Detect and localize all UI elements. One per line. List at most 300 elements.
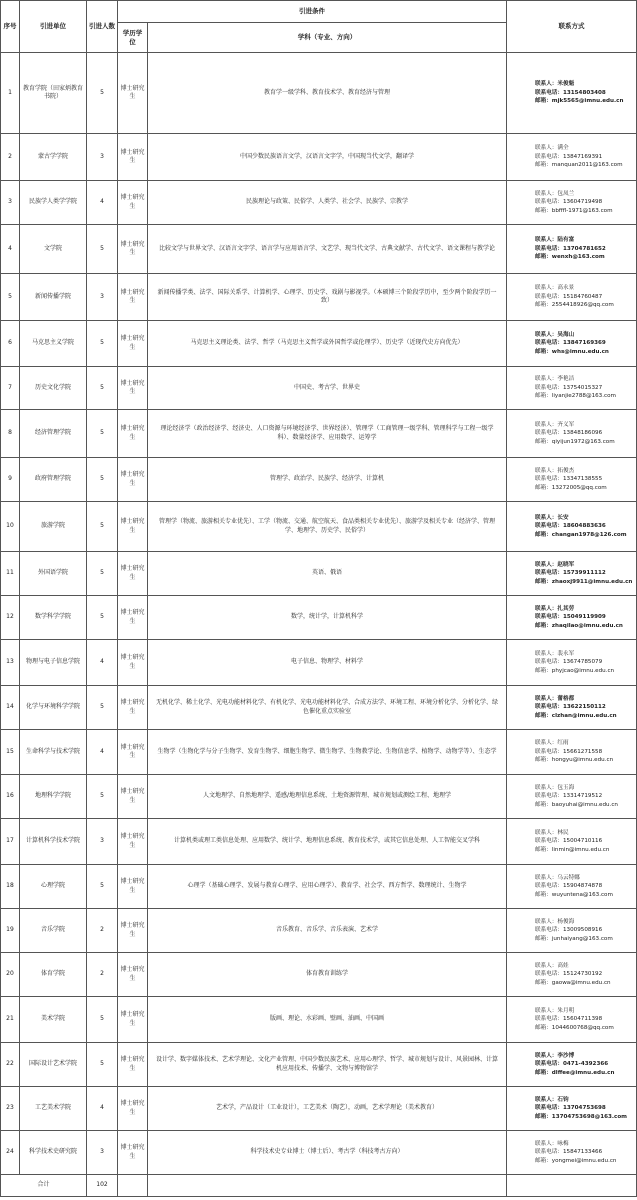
row-seq: 12 [1, 596, 20, 640]
contact-person-value: 石钧 [557, 1096, 569, 1103]
header-row-1 [1, 1, 637, 23]
contact-person [535, 375, 634, 384]
contact-person-value: 赵晓军 [557, 561, 575, 568]
contact-person-label: 联系人： [535, 918, 558, 925]
row-subject: 心理学（基础心理学、发展与教育心理学、应用心理学）、教育学、社会学、西方哲学、数理统计、生物学 [148, 865, 507, 909]
contact-person [535, 695, 634, 704]
contact-person [535, 561, 634, 570]
contact-email [535, 801, 634, 810]
contact-person-label: 联系人： [535, 514, 558, 521]
contact-email [535, 712, 634, 721]
contact-phone-value: 15739911112 [562, 570, 606, 577]
contact-phone-value: 13009508916 [562, 927, 603, 934]
row-count: 5 [87, 321, 118, 367]
row-count: 5 [87, 1043, 118, 1087]
contact-email-value: hongyu@imnu.edu.cn [551, 757, 614, 764]
row-seq: 10 [1, 502, 20, 552]
contact-person-label: 联系人： [535, 874, 558, 881]
table-row [1, 552, 637, 596]
row-count: 5 [87, 552, 118, 596]
contact-email-value: yongmei@imnu.edu.cn [551, 1157, 617, 1164]
row-seq: 13 [1, 640, 20, 686]
contact-person-value: 拓俊杰 [557, 467, 575, 474]
contact-phone-value: 13674785079 [562, 659, 603, 666]
contact-phone-value: 13704753698 [562, 1105, 606, 1112]
contact-phone [535, 384, 634, 393]
contact-phone-label: 联系电话： [535, 793, 563, 800]
row-subject: 科学技术史专业博士（博士后）、考古学（科技考古方向） [148, 1131, 507, 1175]
contact-email-label: 邮箱： [535, 891, 552, 898]
contact-person [535, 962, 634, 971]
row-count: 2 [87, 909, 118, 953]
row-contact [507, 953, 637, 997]
contact-phone-value: 0471-4392366 [562, 1061, 609, 1068]
contact-phone-value: 13704781652 [562, 245, 606, 252]
table-row [1, 865, 637, 909]
contact-person [535, 1007, 634, 1016]
contact-phone [535, 522, 634, 531]
contact-phone [535, 245, 634, 254]
contact-person-label: 联系人： [535, 1052, 558, 1059]
table-row [1, 1131, 637, 1175]
contact-phone-label: 联系电话： [535, 476, 563, 483]
row-unit: 心理学院 [20, 865, 87, 909]
contact-phone [535, 882, 634, 891]
contact-person-label: 联系人： [535, 467, 558, 474]
contact-email-label: 邮箱： [535, 622, 552, 629]
row-contact [507, 410, 637, 458]
contact-phone-label: 联系电话： [535, 971, 563, 978]
row-unit: 马克思主义学院 [20, 321, 87, 367]
row-contact [507, 274, 637, 321]
contact-phone-value: 18604883636 [562, 523, 606, 530]
contact-email-label: 邮箱： [535, 935, 552, 942]
row-count: 5 [87, 367, 118, 410]
row-count: 5 [87, 53, 118, 134]
row-subject: 理论经济学（政治经济学、经济史、人口资源与环境经济学、世界经济）、管理学（工商管理一级学科、管理科学与工程一级学科）、数量经济学、应用数学、运筹学 [148, 410, 507, 458]
contact-person-label: 联系人： [535, 962, 558, 969]
row-degree: 博士研究生 [118, 134, 148, 181]
row-degree: 博士研究生 [118, 909, 148, 953]
row-unit: 生命科学与技术学院 [20, 730, 87, 775]
contact-person-value: 乌云特娜 [557, 874, 580, 881]
row-degree: 博士研究生 [118, 775, 148, 819]
contact-person-value: 高娃 [557, 962, 569, 969]
row-subject: 新闻传播学类、法学、国际关系学、计算机学、心理学、历史学、戏剧与影视学。（本硕博三个阶段学历中，至少两个阶段学历一致） [148, 274, 507, 321]
contact-phone [535, 1148, 634, 1157]
table-row [1, 819, 637, 865]
row-degree: 博士研究生 [118, 458, 148, 502]
contact-email-label: 邮箱： [535, 801, 552, 808]
contact-person [535, 739, 634, 748]
contact-email-label: 邮箱： [535, 531, 552, 538]
contact-phone [535, 1104, 634, 1113]
contact-phone-value: 13847169369 [562, 340, 606, 347]
contact-person-value: 米俊魁 [557, 81, 575, 88]
contact-email-label: 邮箱： [535, 393, 552, 400]
contact-person-value: 咏梅 [557, 1140, 569, 1147]
contact-phone-value: 13754015327 [562, 384, 603, 391]
contact-person-label: 联系人： [535, 421, 558, 428]
contact-phone [535, 748, 634, 757]
row-subject: 音乐教育、音乐学、音乐表演、艺术学 [148, 909, 507, 953]
contact-email-value: bbfffl-1971@163.com [551, 207, 613, 214]
contact-person [535, 331, 634, 340]
contact-phone-label: 联系电话： [535, 1105, 563, 1112]
contact-email [535, 438, 634, 447]
contact-person-value: 朱月明 [557, 1007, 575, 1014]
row-subject: 教育学一级学科、教育技术学、教育经济与管理 [148, 53, 507, 134]
contact-person [535, 918, 634, 927]
contact-person-value: 林民 [557, 829, 569, 836]
contact-person [535, 144, 634, 153]
row-degree: 博士研究生 [118, 181, 148, 225]
contact-email-value: manquan2011@163.com [551, 162, 623, 169]
contact-email-value: whs@imnu.edu.cn [551, 348, 609, 355]
contact-email-label: 邮箱： [535, 757, 552, 764]
table-body [1, 53, 637, 1175]
row-seq: 2 [1, 134, 20, 181]
row-seq: 23 [1, 1087, 20, 1131]
contact-phone [535, 293, 634, 302]
table-row [1, 502, 637, 552]
contact-phone [535, 658, 634, 667]
contact-person-label: 联系人： [535, 145, 558, 152]
contact-phone [535, 792, 634, 801]
table-row [1, 458, 637, 502]
header-subject: 学科（专业、方向） [148, 23, 507, 53]
row-degree: 博士研究生 [118, 730, 148, 775]
total-empty-contact [507, 1175, 637, 1197]
contact-email-value: 1044600768@qq.com [551, 1024, 614, 1031]
total-empty-subject [148, 1175, 507, 1197]
contact-person [535, 1052, 634, 1061]
table-row [1, 410, 637, 458]
row-degree: 博士研究生 [118, 502, 148, 552]
contact-phone-label: 联系电话： [535, 1016, 563, 1023]
contact-person-value: 杨俊海 [557, 918, 575, 925]
contact-phone-value: 13347138555 [562, 476, 603, 483]
contact-phone [535, 475, 634, 484]
row-seq: 6 [1, 321, 20, 367]
row-unit: 蒙古学学院 [20, 134, 87, 181]
row-contact [507, 225, 637, 274]
contact-phone [535, 429, 634, 438]
contact-email-label: 邮箱： [535, 979, 552, 986]
contact-email-label: 邮箱： [535, 484, 552, 491]
contact-phone-value: 13314719512 [562, 793, 603, 800]
row-subject: 计算机类或理工类信息处理、应用数学、统计学、地理信息系统、教育技术学，或其它信息处理、人工智能交叉学科 [148, 819, 507, 865]
contact-person-value: 李艳洁 [557, 376, 575, 383]
contact-phone [535, 339, 634, 348]
row-seq: 11 [1, 552, 20, 596]
row-seq: 7 [1, 367, 20, 410]
contact-person-label: 联系人： [535, 190, 558, 197]
contact-email-label: 邮箱： [535, 578, 552, 585]
row-degree: 博士研究生 [118, 819, 148, 865]
table-row [1, 909, 637, 953]
contact-person-label: 联系人： [535, 285, 558, 292]
contact-phone-value: 15661271558 [562, 748, 603, 755]
row-count: 5 [87, 865, 118, 909]
row-seq: 19 [1, 909, 20, 953]
contact-phone-value: 13622150112 [562, 704, 606, 711]
contact-person-label: 联系人： [535, 237, 558, 244]
contact-phone [535, 613, 634, 622]
table-row [1, 775, 637, 819]
contact-person [535, 80, 634, 89]
contact-email-value: wuyuntena@163.com [551, 891, 613, 898]
contact-person-value: 李沙博 [557, 1052, 575, 1059]
header-seq: 序号 [1, 1, 20, 53]
contact-person [535, 514, 634, 523]
contact-phone [535, 569, 634, 578]
contact-email-value: zhaoxj9911@imnu.edu.cn [551, 578, 633, 585]
row-unit: 民族学人类学学院 [20, 181, 87, 225]
row-degree: 博士研究生 [118, 686, 148, 730]
contact-phone-label: 联系电话： [535, 1061, 563, 1068]
contact-email [535, 531, 634, 540]
contact-email-label: 邮箱： [535, 1024, 552, 1031]
row-count: 2 [87, 953, 118, 997]
row-subject: 数学，统计学，计算机科学 [148, 596, 507, 640]
row-unit: 物理与电子信息学院 [20, 640, 87, 686]
contact-person [535, 1140, 634, 1149]
row-degree: 博士研究生 [118, 552, 148, 596]
table-row [1, 640, 637, 686]
row-contact [507, 552, 637, 596]
contact-person [535, 190, 634, 199]
row-contact [507, 686, 637, 730]
contact-person [535, 236, 634, 245]
row-count: 4 [87, 181, 118, 225]
contact-person-value: 陆有富 [557, 237, 575, 244]
row-subject: 体育教育训练学 [148, 953, 507, 997]
contact-email [535, 253, 634, 262]
table-row [1, 367, 637, 410]
table-row [1, 53, 637, 134]
row-seq: 4 [1, 225, 20, 274]
contact-phone-value: 13848186096 [562, 430, 603, 437]
contact-email [535, 846, 634, 855]
row-seq: 22 [1, 1043, 20, 1087]
contact-person-value: 长安 [557, 514, 569, 521]
contact-phone-label: 联系电话： [535, 570, 563, 577]
contact-phone [535, 837, 634, 846]
row-degree: 博士研究生 [118, 410, 148, 458]
contact-person [535, 784, 634, 793]
row-subject: 电子信息、物理学、材料学 [148, 640, 507, 686]
row-degree: 博士研究生 [118, 997, 148, 1043]
contact-phone-label: 联系电话： [535, 430, 563, 437]
row-count: 5 [87, 775, 118, 819]
contact-phone-value: 13604719498 [562, 199, 603, 206]
contact-person-label: 联系人： [535, 1140, 558, 1147]
row-unit: 体育学院 [20, 953, 87, 997]
row-contact [507, 640, 637, 686]
total-count: 102 [87, 1175, 118, 1197]
row-degree: 博士研究生 [118, 1087, 148, 1131]
contact-person-value: 齐义军 [557, 421, 575, 428]
table-row [1, 134, 637, 181]
contact-person-label: 联系人： [535, 605, 558, 612]
row-subject: 设计学、数字媒体技术、艺术学理论、文化产业管理、中国少数民族艺术、应用心理学、哲学、城市规划与设计、风景园林、计算机应用技术、传播学、文物与博物馆学 [148, 1043, 507, 1087]
contact-phone-value: 13847169391 [562, 153, 603, 160]
contact-phone-label: 联系电话： [535, 199, 563, 206]
contact-person [535, 874, 634, 883]
contact-person [535, 421, 634, 430]
row-degree: 博士研究生 [118, 1131, 148, 1175]
table-row [1, 225, 637, 274]
row-count: 3 [87, 819, 118, 865]
contact-phone-value: 15124730192 [562, 971, 603, 978]
row-subject: 管理学（物流、旅游相关专业优先）、工学（物流、交通、航空航天、食品类相关专业优先）、旅游学及相关专业（经济学、管理学、地理学、历史学、民俗学） [148, 502, 507, 552]
contact-email-value: mjk5565@imnu.edu.cn [551, 98, 624, 105]
contact-email [535, 935, 634, 944]
contact-email-label: 邮箱： [535, 1157, 552, 1164]
contact-person-label: 联系人： [535, 784, 558, 791]
row-seq: 14 [1, 686, 20, 730]
contact-email [535, 756, 634, 765]
row-subject: 中国少数民族语言文学，汉语言文字学，中国现当代文学，翻译学 [148, 134, 507, 181]
row-contact [507, 909, 637, 953]
row-degree: 博士研究生 [118, 225, 148, 274]
contact-phone-label: 联系电话： [535, 1149, 563, 1156]
contact-phone-label: 联系电话： [535, 883, 563, 890]
table-row [1, 953, 637, 997]
contact-email [535, 392, 634, 401]
row-contact [507, 502, 637, 552]
contact-person-label: 联系人： [535, 1007, 558, 1014]
contact-phone-value: 15604711398 [562, 1016, 603, 1023]
row-count: 3 [87, 134, 118, 181]
contact-phone [535, 926, 634, 935]
row-degree: 博士研究生 [118, 53, 148, 134]
contact-email-label: 邮箱： [535, 162, 552, 169]
table-row [1, 997, 637, 1043]
row-contact [507, 596, 637, 640]
row-subject: 人文地理学、自然地理学、遥感/地理信息系统、土地资源管理、城市规划或测绘工程、地理学 [148, 775, 507, 819]
contact-email-label: 邮箱： [535, 207, 552, 214]
contact-phone [535, 1060, 634, 1069]
contact-phone [535, 1015, 634, 1024]
row-degree: 博士研究生 [118, 640, 148, 686]
row-unit: 地理科学学院 [20, 775, 87, 819]
contact-email-label: 邮箱： [535, 98, 552, 105]
row-unit: 美术学院 [20, 997, 87, 1043]
contact-email-value: zhaqilao@imnu.edu.cn [551, 622, 623, 629]
contact-email-label: 邮箱： [535, 302, 552, 309]
row-seq: 21 [1, 997, 20, 1043]
contact-email [535, 891, 634, 900]
row-subject: 生物学（生物化学与分子生物学、发育生物学、细胞生物学、微生物学、生物教学论、生物信息学、植物学、动物学等）、生态学 [148, 730, 507, 775]
contact-person [535, 605, 634, 614]
header-count: 引进人数 [87, 1, 118, 53]
row-subject: 艺术学，产品设计（工业设计），工艺美术（陶艺），动画，艺术学理论（美术教育） [148, 1087, 507, 1131]
row-unit: 音乐学院 [20, 909, 87, 953]
contact-phone-value: 15904874878 [562, 883, 603, 890]
contact-phone [535, 198, 634, 207]
contact-phone-label: 联系电话： [535, 748, 563, 755]
row-unit: 国际设计艺术学院 [20, 1043, 87, 1087]
row-seq: 24 [1, 1131, 20, 1175]
row-unit: 化学与环境科学学院 [20, 686, 87, 730]
contact-phone [535, 153, 634, 162]
row-subject: 英语、俄语 [148, 552, 507, 596]
row-contact [507, 181, 637, 225]
row-contact [507, 865, 637, 909]
table-row [1, 1043, 637, 1087]
contact-email-label: 邮箱： [535, 438, 552, 445]
contact-email [535, 1024, 634, 1033]
contact-person [535, 284, 634, 293]
contact-person-label: 联系人： [535, 331, 558, 338]
contact-email [535, 622, 634, 631]
table-row [1, 1087, 637, 1131]
row-degree: 博士研究生 [118, 367, 148, 410]
contact-phone-label: 联系电话： [535, 293, 563, 300]
contact-email-value: wenxh@163.com [551, 254, 605, 261]
contact-phone-label: 联系电话： [535, 659, 563, 666]
row-unit: 新闻传播学院 [20, 274, 87, 321]
row-count: 3 [87, 274, 118, 321]
contact-phone-label: 联系电话： [535, 340, 563, 347]
contact-person-value: 包玉海 [557, 784, 575, 791]
contact-person-label: 联系人： [535, 376, 558, 383]
contact-phone-value: 15004710116 [562, 838, 603, 845]
table-row [1, 596, 637, 640]
contact-person-label: 联系人： [535, 829, 558, 836]
contact-phone-label: 联系电话： [535, 838, 563, 845]
contact-email-value: linmin@imnu.edu.cn [551, 846, 610, 853]
header-degree: 学历学位 [118, 23, 148, 53]
row-seq: 8 [1, 410, 20, 458]
contact-phone-label: 联系电话： [535, 384, 563, 391]
contact-phone-label: 联系电话： [535, 523, 563, 530]
contact-email-label: 邮箱： [535, 667, 552, 674]
row-unit: 工艺美术学院 [20, 1087, 87, 1131]
contact-phone-value: 13154803408 [562, 89, 606, 96]
row-seq: 1 [1, 53, 20, 134]
contact-email [535, 97, 634, 106]
row-subject: 民族理论与政策、民俗学、人类学、社会学、民族学、宗教学 [148, 181, 507, 225]
row-unit: 外国语学院 [20, 552, 87, 596]
row-seq: 3 [1, 181, 20, 225]
row-degree: 博士研究生 [118, 321, 148, 367]
contact-phone-label: 联系电话： [535, 153, 563, 160]
contact-email-label: 邮箱： [535, 348, 552, 355]
contact-email-value: 13704753698@163.com [551, 1113, 627, 1120]
row-subject: 版画、理论、水彩画、壁画、油画、中国画 [148, 997, 507, 1043]
row-contact [507, 53, 637, 134]
row-contact [507, 997, 637, 1043]
row-contact [507, 819, 637, 865]
row-subject: 比较文学与世界文学、汉语言文字学、语言学与应用语言学、文艺学、现当代文学、古典文献学、古代文学、语文课程与教学论 [148, 225, 507, 274]
total-empty-degree [118, 1175, 148, 1197]
contact-email [535, 207, 634, 216]
contact-phone [535, 89, 634, 98]
row-degree: 博士研究生 [118, 865, 148, 909]
row-contact [507, 458, 637, 502]
contact-email-value: 2554418926@qq.com [551, 302, 614, 309]
row-count: 3 [87, 1131, 118, 1175]
contact-email-value: 13272005@qq.com [551, 484, 607, 491]
contact-phone [535, 703, 634, 712]
row-count: 5 [87, 596, 118, 640]
row-unit: 经济管理学院 [20, 410, 87, 458]
table-row [1, 730, 637, 775]
row-contact [507, 134, 637, 181]
